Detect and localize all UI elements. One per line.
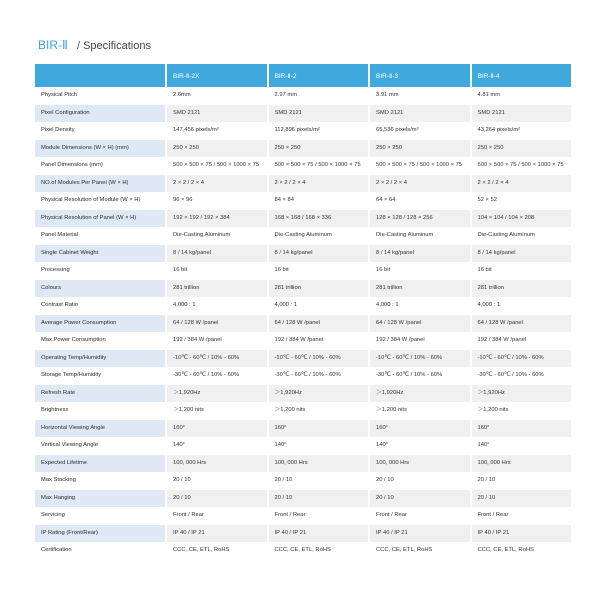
spec-value: Front / Rear <box>166 507 268 525</box>
spec-value: 2.97 mm <box>268 87 370 105</box>
spec-value: 2 × 2 / 2 × 4 <box>369 175 471 193</box>
spec-label: Physical Resolution of Panel (W × H) <box>35 210 166 228</box>
spec-value: 8 / 14 kg/panel <box>166 245 268 263</box>
spec-label: Operating Temp/Humidity <box>35 350 166 368</box>
spec-label: Average Power Consumption <box>35 315 166 333</box>
table-row <box>35 227 572 245</box>
table-row <box>35 525 572 543</box>
table-row <box>35 472 572 490</box>
spec-value: 500 × 500 × 75 / 500 × 1000 × 75 <box>369 157 471 175</box>
spec-value: SMD 2121 <box>471 105 573 123</box>
spec-label: Physical Resolution of Module (W × H) <box>35 192 166 210</box>
spec-value: 100, 000 Hrs <box>166 455 268 473</box>
spec-value: 20 / 10 <box>268 490 370 508</box>
spec-value: 64 × 64 <box>369 192 471 210</box>
spec-value: 100, 000 Hrs <box>369 455 471 473</box>
spec-value: -30℃ - 60℃ / 10% - 60% <box>471 367 573 385</box>
table-row <box>35 385 572 403</box>
table-row <box>35 437 572 455</box>
table-row <box>35 315 572 333</box>
spec-value: 100, 000 Hrs <box>268 455 370 473</box>
table-row <box>35 192 572 210</box>
spec-value: 65,536 pixels/m² <box>369 122 471 140</box>
spec-value: 250 × 250 <box>369 140 471 158</box>
table-row <box>35 542 572 560</box>
table-row <box>35 402 572 420</box>
spec-label: Horizontal Viewing Angle <box>35 420 166 438</box>
spec-value: 2 × 2 / 2 × 4 <box>166 175 268 193</box>
spec-value: 84 × 84 <box>268 192 370 210</box>
table-row <box>35 140 572 158</box>
spec-value: 8 / 14 kg/panel <box>268 245 370 263</box>
spec-label: Contrast Ratio <box>35 297 166 315</box>
spec-value: 500 × 500 × 75 / 500 × 1000 × 75 <box>166 157 268 175</box>
table-row <box>35 332 572 350</box>
spec-value: 100, 000 Hrs <box>471 455 573 473</box>
page-title <box>38 38 151 53</box>
spec-value: 140° <box>166 437 268 455</box>
spec-label: Processing <box>35 262 166 280</box>
spec-label: IP Rating (Front/Rear) <box>35 525 166 543</box>
column-header-model: BIR-Ⅱ-4 <box>471 64 573 87</box>
title-separator: / <box>76 40 81 52</box>
spec-value: CCC, CE, ETL, RoHS <box>166 542 268 560</box>
spec-value: 20 / 10 <box>471 490 573 508</box>
spec-value: ＞1,920Hz <box>166 385 268 403</box>
spec-value: 140° <box>369 437 471 455</box>
spec-value: Die-Casting Aluminum <box>471 227 573 245</box>
spec-value: 43,264 pixels/m² <box>471 122 573 140</box>
spec-value: SMD 2121 <box>166 105 268 123</box>
spec-value: 16 bit <box>166 262 268 280</box>
spec-value: SMD 2121 <box>369 105 471 123</box>
spec-value: 4,000 : 1 <box>268 297 370 315</box>
spec-value: 64 / 128 W /panel <box>268 315 370 333</box>
table-row <box>35 490 572 508</box>
spec-value: Die-Casting Aluminum <box>369 227 471 245</box>
spec-value: 64 / 128 W /panel <box>369 315 471 333</box>
spec-value: 2.6mm <box>166 87 268 105</box>
spec-value: ＞1,920Hz <box>268 385 370 403</box>
spec-value: ＞1,920Hz <box>471 385 573 403</box>
spec-value: -30℃ - 60℃ / 10% - 60% <box>166 367 268 385</box>
table-row <box>35 297 572 315</box>
table-row <box>35 122 572 140</box>
spec-value: 20 / 10 <box>166 490 268 508</box>
table-row <box>35 367 572 385</box>
spec-label: Pixel Density <box>35 122 166 140</box>
spec-value: ＞1,920Hz <box>369 385 471 403</box>
spec-label: Pixel Configuration <box>35 105 166 123</box>
table-row <box>35 210 572 228</box>
table-header-row <box>35 64 572 87</box>
table-row <box>35 507 572 525</box>
spec-value: 160° <box>369 420 471 438</box>
spec-value: 281 trillion <box>268 280 370 298</box>
spec-value: 112,896 pixels/m² <box>268 122 370 140</box>
spec-value: 16 bit <box>369 262 471 280</box>
spec-value: ＞1,200 nits <box>166 402 268 420</box>
spec-label: Vertical Viewing Angle <box>35 437 166 455</box>
spec-label: NO.of Modules Per Panel (W × H) <box>35 175 166 193</box>
spec-label: Servicing <box>35 507 166 525</box>
spec-label: Physical Pitch <box>35 87 166 105</box>
spec-label: Panel Material <box>35 227 166 245</box>
spec-value: 96 × 96 <box>166 192 268 210</box>
spec-value: 192 × 192 / 192 × 384 <box>166 210 268 228</box>
spec-value: 281 trillion <box>369 280 471 298</box>
column-header-model: BIR-Ⅱ-3 <box>369 64 471 87</box>
spec-value: CCC, CE, ETL, RoHS <box>471 542 573 560</box>
spec-value: IP 40 / IP 21 <box>471 525 573 543</box>
spec-value: 104 × 104 / 104 × 208 <box>471 210 573 228</box>
specifications-table <box>35 64 573 560</box>
spec-label: Brightness <box>35 402 166 420</box>
spec-value: 281 trillion <box>471 280 573 298</box>
table-row <box>35 262 572 280</box>
spec-value: 4,000 : 1 <box>471 297 573 315</box>
spec-value: 8 / 14 kg/panel <box>471 245 573 263</box>
spec-value: 20 / 10 <box>369 490 471 508</box>
spec-value: ＞1,200 nits <box>369 402 471 420</box>
spec-value: Front / Rear <box>471 507 573 525</box>
spec-value: CCC, CE, ETL, RoHS <box>369 542 471 560</box>
brand-name: BIR-Ⅱ <box>38 38 68 52</box>
spec-value: 160° <box>166 420 268 438</box>
spec-label: Panel Dimensions (mm) <box>35 157 166 175</box>
spec-value: 2 × 2 / 2 × 4 <box>471 175 573 193</box>
spec-value: 192 / 384 W /panel <box>166 332 268 350</box>
spec-value: ＞1,200 nits <box>471 402 573 420</box>
spec-label: Module Dimensions (W × H) (mm) <box>35 140 166 158</box>
spec-label: Storage Temp/Humidity <box>35 367 166 385</box>
spec-value: 20 / 10 <box>471 472 573 490</box>
table-row <box>35 175 572 193</box>
table-row <box>35 280 572 298</box>
spec-value: SMD 2121 <box>268 105 370 123</box>
spec-value: Front / Rear <box>268 507 370 525</box>
spec-value: 4.81 mm <box>471 87 573 105</box>
spec-label: Single Cabinet Weight <box>35 245 166 263</box>
table-row <box>35 420 572 438</box>
table-row <box>35 350 572 368</box>
spec-value: 192 / 384 W /panel <box>471 332 573 350</box>
spec-value: 4,000 : 1 <box>369 297 471 315</box>
spec-value: 140° <box>268 437 370 455</box>
spec-label: Max Stacking <box>35 472 166 490</box>
spec-label: Expected Lifetime <box>35 455 166 473</box>
spec-value: Front / Rear <box>369 507 471 525</box>
table-row <box>35 105 572 123</box>
spec-value: -10℃ - 60℃ / 10% - 60% <box>369 350 471 368</box>
spec-value: Die-Casting Aluminum <box>166 227 268 245</box>
table-row <box>35 455 572 473</box>
spec-value: -10℃ - 60℃ / 10% - 60% <box>268 350 370 368</box>
table-row <box>35 245 572 263</box>
page-subtitle: Specifications <box>83 40 151 52</box>
spec-value: 8 / 14 kg/panel <box>369 245 471 263</box>
table-row <box>35 87 572 105</box>
spec-value: 64 / 128 W /panel <box>166 315 268 333</box>
spec-value: 500 × 500 × 75 / 500 × 1000 × 75 <box>471 157 573 175</box>
spec-value: -10℃ - 60℃ / 10% - 60% <box>471 350 573 368</box>
spec-value: ＞1,200 nits <box>268 402 370 420</box>
column-header-model: BIR-Ⅱ-2 <box>268 64 370 87</box>
spec-value: Die-Casting Aluminum <box>268 227 370 245</box>
spec-value: 2 × 2 / 2 × 4 <box>268 175 370 193</box>
spec-label: Colours <box>35 280 166 298</box>
spec-value: -10℃ - 60℃ / 10% - 60% <box>166 350 268 368</box>
column-header-model: BIR-Ⅱ-2X <box>166 64 268 87</box>
spec-value: 192 / 384 W /panel <box>369 332 471 350</box>
spec-value: -30℃ - 60℃ / 10% - 60% <box>369 367 471 385</box>
spec-value: 64 / 128 W /panel <box>471 315 573 333</box>
spec-value: 281 trillion <box>166 280 268 298</box>
spec-value: CCC, CE, ETL, RoHS <box>268 542 370 560</box>
spec-value: IP 40 / IP 21 <box>369 525 471 543</box>
spec-label: Refresh Rate <box>35 385 166 403</box>
spec-value: 250 × 250 <box>471 140 573 158</box>
spec-value: 147,456 pixels/m² <box>166 122 268 140</box>
spec-value: 250 × 250 <box>166 140 268 158</box>
spec-value: 4,000 : 1 <box>166 297 268 315</box>
spec-value: 20 / 10 <box>166 472 268 490</box>
spec-value: 160° <box>471 420 573 438</box>
spec-value: 20 / 10 <box>369 472 471 490</box>
spec-value: 250 × 250 <box>268 140 370 158</box>
spec-value: 3.91 mm <box>369 87 471 105</box>
spec-label: Certification <box>35 542 166 560</box>
spec-value: 128 × 128 / 128 × 256 <box>369 210 471 228</box>
spec-value: -30℃ - 60℃ / 10% - 60% <box>268 367 370 385</box>
table-body <box>35 87 572 560</box>
spec-value: 192 / 384 W /panel <box>268 332 370 350</box>
spec-value: 20 / 10 <box>268 472 370 490</box>
spec-value: 16 bit <box>471 262 573 280</box>
spec-value: 500 × 500 × 75 / 500 × 1000 × 75 <box>268 157 370 175</box>
spec-value: 160° <box>268 420 370 438</box>
spec-value: 140° <box>471 437 573 455</box>
table-row <box>35 157 572 175</box>
spec-value: 16 bit <box>268 262 370 280</box>
spec-label: Max Power Consumption <box>35 332 166 350</box>
spec-value: 168 × 168 / 168 × 336 <box>268 210 370 228</box>
column-header-blank <box>35 64 166 87</box>
spec-label: Max Hanging <box>35 490 166 508</box>
spec-value: IP 40 / IP 21 <box>268 525 370 543</box>
spec-value: IP 40 / IP 21 <box>166 525 268 543</box>
spec-value: 52 × 52 <box>471 192 573 210</box>
